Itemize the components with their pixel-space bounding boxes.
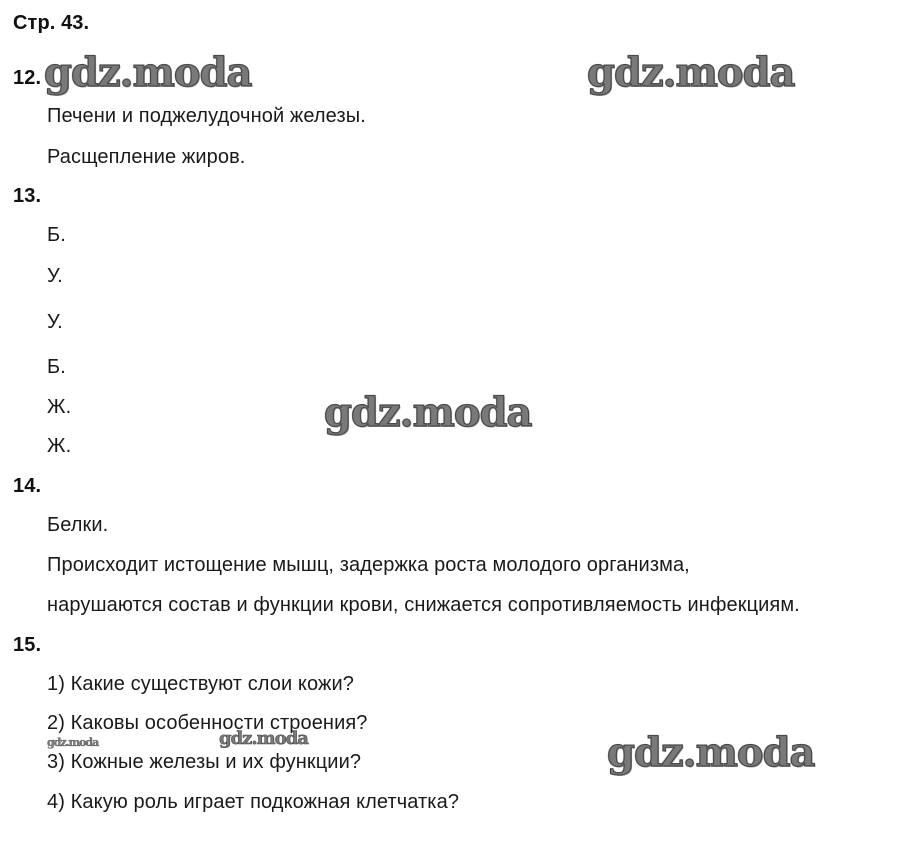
question-number-12: 12. (13, 67, 42, 89)
watermark: gdz.moda (219, 728, 308, 749)
answer-14-line-1: Белки. (47, 514, 109, 536)
answer-13-line-6: Ж. (47, 435, 72, 457)
answer-14-line-2: Происходит истощение мышц, задержка роста молодого организма, (47, 554, 690, 576)
answer-15-line-4: 4) Какую роль играет подкожная клетчатка? (47, 791, 460, 813)
watermark: gdz.moda (44, 49, 252, 96)
watermark: gdz.moda (324, 389, 532, 436)
answer-12-line-1: Печени и поджелудочной железы. (47, 105, 366, 127)
question-number-15: 15. (13, 634, 42, 656)
answer-13-line-5: Ж. (47, 396, 72, 418)
answer-13-line-3: У. (47, 311, 63, 333)
watermark: gdz.moda (47, 736, 99, 749)
answer-13-line-2: У. (47, 265, 63, 287)
answer-15-line-2: 2) Каковы особенности строения? (47, 712, 368, 734)
answer-13-line-4: Б. (47, 356, 66, 378)
answer-13-line-1: Б. (47, 224, 66, 246)
watermark: gdz.moda (587, 49, 795, 96)
question-number-13: 13. (13, 185, 42, 207)
watermark: gdz.moda (607, 729, 815, 776)
answer-12-line-2: Расщепление жиров. (47, 146, 246, 168)
answer-15-line-3: 3) Кожные железы и их функции? (47, 751, 362, 773)
question-number-14: 14. (13, 475, 42, 497)
answer-15-line-1: 1) Какие существуют слои кожи? (47, 673, 354, 695)
answer-14-line-3: нарушаются состав и функции крови, снижается сопротивляемость инфекциям. (47, 594, 800, 616)
page-label: Стр. 43. (13, 12, 90, 34)
